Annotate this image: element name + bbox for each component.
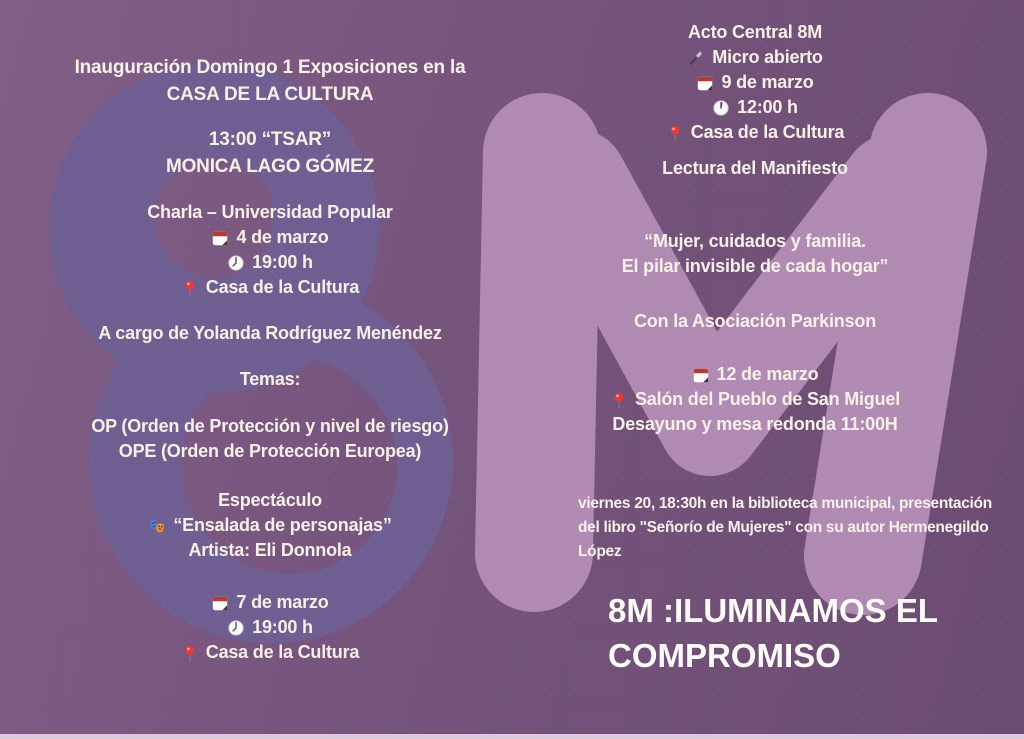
exposition-artist: MONICA LAGO GÓMEZ <box>165 156 375 177</box>
calendar-icon <box>696 74 714 92</box>
central-time-row <box>540 95 970 120</box>
roundtable-date: 12 de marzo <box>716 364 819 384</box>
round-pushpin-icon <box>181 279 199 297</box>
show-place-row <box>40 640 500 665</box>
talk-place: Casa de la Cultura <box>205 277 360 297</box>
show-place: Casa de la Cultura <box>205 642 360 662</box>
show-date-row <box>40 590 500 615</box>
library-note <box>578 492 1010 564</box>
roundtable-desc: Desayuno y mesa redonda 11:00H <box>612 414 898 434</box>
clock-icon <box>227 254 245 272</box>
quote-line-1: “Mujer, cuidados y familia. <box>644 231 866 251</box>
show-time-row <box>40 615 500 640</box>
show-title-row <box>40 513 500 538</box>
central-time: 12:00 h <box>737 97 798 117</box>
talk-time: 19:00 h <box>252 252 313 272</box>
quote <box>540 229 970 279</box>
exposition-event <box>40 126 500 180</box>
round-pushpin-icon <box>666 124 684 142</box>
talk-event <box>40 200 500 300</box>
talk-title: Charla – Universidad Popular <box>147 202 393 222</box>
talk-time-row <box>40 250 500 275</box>
talk-date-row <box>40 225 500 250</box>
show-event <box>40 488 500 563</box>
clock-icon <box>227 619 245 637</box>
quote-line-2: El pilar invisible de cada hogar” <box>621 256 889 276</box>
topic-item-1: OP (Orden de Protección y nivel de riesgo) <box>91 416 449 436</box>
show-title: “Ensalada de personajas” <box>173 515 392 535</box>
calendar-icon <box>211 229 229 247</box>
manifesto-text: Lectura del Manifiesto <box>662 158 848 178</box>
central-place: Casa de la Cultura <box>690 122 845 142</box>
central-act <box>540 20 1014 145</box>
show-time: 19:00 h <box>252 617 313 637</box>
show-artist: Artista: Eli Donnola <box>188 540 352 560</box>
roundtable-event <box>540 362 970 437</box>
microphone-icon <box>687 49 705 67</box>
central-act-title: Acto Central 8M <box>687 22 823 42</box>
exhibition-intro <box>40 54 500 108</box>
slogan <box>608 588 1008 678</box>
topic-item-2: OPE (Orden de Protección Europea) <box>118 441 422 461</box>
clock-icon <box>712 99 730 117</box>
partner-line <box>540 309 970 334</box>
exposition-time-title: 13:00 “TSAR” <box>208 129 332 150</box>
talk-speaker-text: A cargo de Yolanda Rodríguez Menéndez <box>98 323 442 343</box>
central-mic-row <box>540 45 970 70</box>
roundtable-date-row <box>540 362 970 387</box>
intro-line-1: Inauguración Domingo 1 Exposiciones en la <box>74 57 466 78</box>
manifesto-line <box>540 156 1014 181</box>
topics-label <box>40 367 500 392</box>
central-date: 9 de marzo <box>721 72 814 92</box>
partner-text: Con la Asociación Parkinson <box>634 311 876 331</box>
round-pushpin-icon <box>181 644 199 662</box>
central-place-row <box>540 120 970 145</box>
roundtable-place: Salón del Pueblo de San Miguel <box>634 389 901 409</box>
round-pushpin-icon <box>610 391 628 409</box>
talk-date: 4 de marzo <box>236 227 329 247</box>
slogan-line-2: COMPROMISO <box>608 637 841 674</box>
topics-list <box>40 414 500 464</box>
central-date-row <box>540 70 970 95</box>
show-date: 7 de marzo <box>236 592 329 612</box>
performing-arts-icon <box>148 517 166 535</box>
talk-place-row <box>40 275 500 300</box>
show-schedule <box>40 590 500 665</box>
show-label: Espectáculo <box>218 490 322 510</box>
calendar-icon <box>692 366 710 384</box>
bottom-border-strip <box>0 734 1024 739</box>
slogan-line-1: 8M :ILUMINAMOS EL <box>608 592 938 629</box>
topics-label-text: Temas: <box>239 369 301 389</box>
talk-speaker <box>40 321 500 346</box>
intro-line-2: CASA DE LA CULTURA <box>166 84 374 105</box>
central-mic-label: Micro abierto <box>712 47 823 67</box>
roundtable-place-row <box>540 387 970 412</box>
calendar-icon <box>211 594 229 612</box>
library-note-text: viernes 20, 18:30h en la biblioteca municipal, presentación del libro "Señorío de Mujeres" con su autor Hermenegildo López <box>578 495 992 560</box>
